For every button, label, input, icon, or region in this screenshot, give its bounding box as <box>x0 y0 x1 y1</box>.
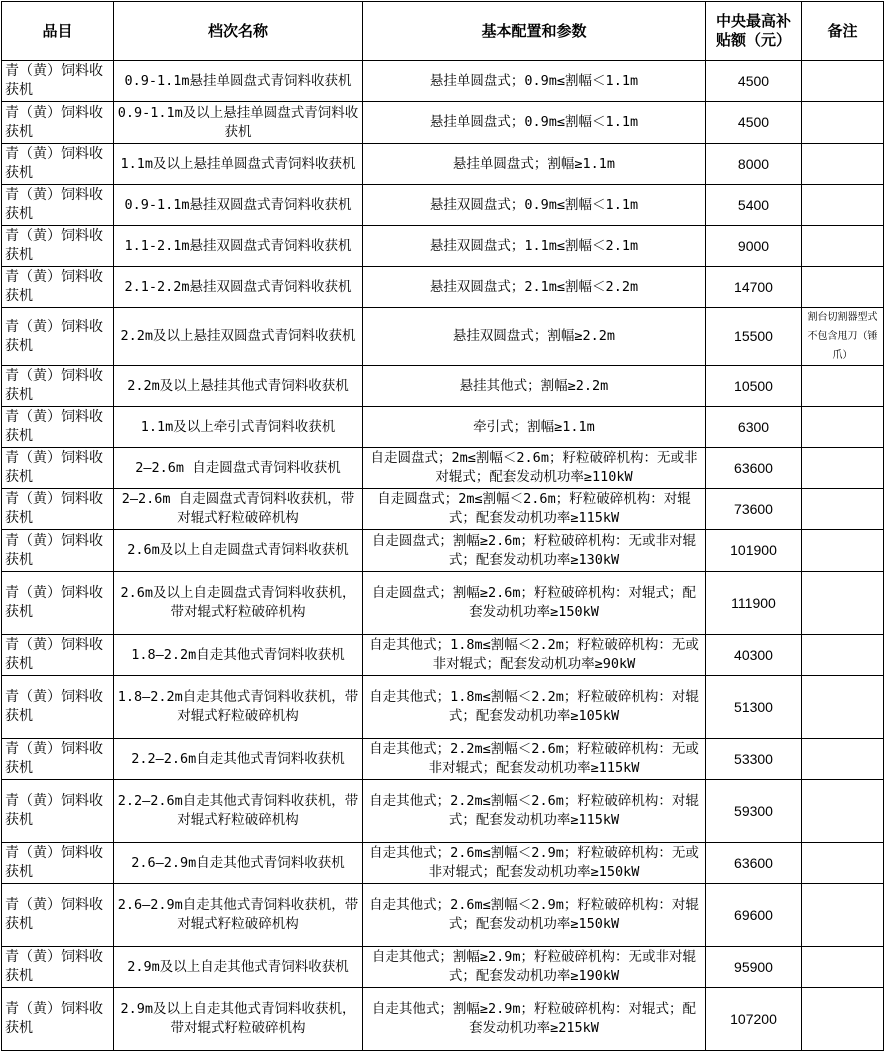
table-row <box>2 676 884 739</box>
cell-grade-name: 2.2—2.6m自走其他式青饲料收获机，带对辊式籽粒破碎机构 <box>114 780 363 843</box>
cell-subsidy: 107200 <box>706 988 802 1051</box>
table-row <box>2 572 884 635</box>
cell-config: 悬挂单圆盘式；0.9m≤割幅＜1.1m <box>363 102 706 144</box>
cell-category: 青（黄）饲料收获机 <box>2 780 114 843</box>
table-row <box>2 843 884 884</box>
cell-subsidy: 63600 <box>706 843 802 884</box>
table-row <box>2 61 884 102</box>
cell-category: 青（黄）饲料收获机 <box>2 366 114 407</box>
cell-remark <box>802 185 884 226</box>
cell-subsidy: 73600 <box>706 489 802 530</box>
table-row <box>2 308 884 366</box>
cell-subsidy: 5400 <box>706 185 802 226</box>
cell-remark <box>802 102 884 144</box>
cell-category: 青（黄）饲料收获机 <box>2 448 114 489</box>
cell-category: 青（黄）饲料收获机 <box>2 676 114 739</box>
cell-remark <box>802 947 884 988</box>
cell-config: 自走其他式；2.6m≤割幅＜2.9m；籽粒破碎机构：对辊式；配套发动机功率≥150kW <box>363 884 706 947</box>
table-row <box>2 780 884 843</box>
cell-config: 自走圆盘式；割幅≥2.6m；籽粒破碎机构：无或非对辊式；配套发动机功率≥130kW <box>363 530 706 572</box>
table-row <box>2 407 884 448</box>
header-config: 基本配置和参数 <box>363 2 706 61</box>
cell-remark <box>802 739 884 780</box>
cell-remark <box>802 843 884 884</box>
cell-remark <box>802 988 884 1051</box>
cell-subsidy: 8000 <box>706 144 802 185</box>
cell-config: 自走其他式；割幅≥2.9m；籽粒破碎机构：无或非对辊式；配套发动机功率≥190kW <box>363 947 706 988</box>
table-row <box>2 988 884 1051</box>
cell-config: 自走其他式；割幅≥2.9m；籽粒破碎机构：对辊式；配套发动机功率≥215kW <box>363 988 706 1051</box>
table-row <box>2 884 884 947</box>
cell-grade-name: 2.6—2.9m自走其他式青饲料收获机 <box>114 843 363 884</box>
cell-config: 自走其他式；2.6m≤割幅＜2.9m；籽粒破碎机构：无或非对辊式；配套发动机功率≥150kW <box>363 843 706 884</box>
table-row <box>2 489 884 530</box>
header-remark: 备注 <box>802 2 884 61</box>
table-row <box>2 226 884 267</box>
cell-subsidy: 95900 <box>706 947 802 988</box>
cell-subsidy: 59300 <box>706 780 802 843</box>
cell-config: 悬挂双圆盘式；割幅≥2.2m <box>363 308 706 366</box>
cell-config: 自走其他式；1.8m≤割幅＜2.2m；籽粒破碎机构：对辊式；配套发动机功率≥105kW <box>363 676 706 739</box>
cell-category: 青（黄）饲料收获机 <box>2 102 114 144</box>
cell-remark <box>802 635 884 676</box>
cell-category: 青（黄）饲料收获机 <box>2 226 114 267</box>
header-category: 品目 <box>2 2 114 61</box>
cell-grade-name: 1.8—2.2m自走其他式青饲料收获机 <box>114 635 363 676</box>
cell-remark <box>802 780 884 843</box>
cell-grade-name: 1.1m及以上悬挂单圆盘式青饲料收获机 <box>114 144 363 185</box>
cell-category: 青（黄）饲料收获机 <box>2 947 114 988</box>
cell-subsidy: 4500 <box>706 102 802 144</box>
cell-category: 青（黄）饲料收获机 <box>2 739 114 780</box>
cell-category: 青（黄）饲料收获机 <box>2 267 114 308</box>
cell-subsidy: 6300 <box>706 407 802 448</box>
cell-subsidy: 69600 <box>706 884 802 947</box>
cell-grade-name: 2—2.6m 自走圆盘式青饲料收获机，带对辊式籽粒破碎机构 <box>114 489 363 530</box>
cell-category: 青（黄）饲料收获机 <box>2 884 114 947</box>
cell-config: 牵引式；割幅≥1.1m <box>363 407 706 448</box>
cell-grade-name: 2—2.6m 自走圆盘式青饲料收获机 <box>114 448 363 489</box>
cell-config: 自走其他式；2.2m≤割幅＜2.6m；籽粒破碎机构：无或非对辊式；配套发动机功率≥115kW <box>363 739 706 780</box>
cell-grade-name: 2.9m及以上自走其他式青饲料收获机，带对辊式籽粒破碎机构 <box>114 988 363 1051</box>
cell-subsidy: 14700 <box>706 267 802 308</box>
cell-category: 青（黄）饲料收获机 <box>2 185 114 226</box>
cell-subsidy: 40300 <box>706 635 802 676</box>
table-row <box>2 102 884 144</box>
cell-config: 悬挂双圆盘式；0.9m≤割幅＜1.1m <box>363 185 706 226</box>
table-row <box>2 635 884 676</box>
table-row <box>2 448 884 489</box>
cell-subsidy: 53300 <box>706 739 802 780</box>
cell-config: 悬挂双圆盘式；1.1m≤割幅＜2.1m <box>363 226 706 267</box>
cell-grade-name: 0.9-1.1m及以上悬挂单圆盘式青饲料收获机 <box>114 102 363 144</box>
cell-category: 青（黄）饲料收获机 <box>2 489 114 530</box>
cell-grade-name: 2.2—2.6m自走其他式青饲料收获机 <box>114 739 363 780</box>
cell-config: 悬挂其他式；割幅≥2.2m <box>363 366 706 407</box>
cell-config: 自走圆盘式；2m≤割幅＜2.6m；籽粒破碎机构：无或非对辊式；配套发动机功率≥110kW <box>363 448 706 489</box>
cell-config: 自走圆盘式；割幅≥2.6m；籽粒破碎机构：对辊式；配套发动机功率≥150kW <box>363 572 706 635</box>
cell-config: 悬挂双圆盘式；2.1m≤割幅＜2.2m <box>363 267 706 308</box>
cell-remark <box>802 884 884 947</box>
cell-config: 悬挂单圆盘式；割幅≥1.1m <box>363 144 706 185</box>
cell-remark <box>802 530 884 572</box>
cell-category: 青（黄）饲料收获机 <box>2 530 114 572</box>
cell-config: 悬挂单圆盘式；0.9m≤割幅＜1.1m <box>363 61 706 102</box>
cell-grade-name: 2.6—2.9m自走其他式青饲料收获机，带对辊式籽粒破碎机构 <box>114 884 363 947</box>
cell-remark <box>802 572 884 635</box>
cell-remark-note: 割台切割器型式不包含甩刀（锤爪） <box>802 308 884 366</box>
cell-grade-name: 2.6m及以上自走圆盘式青饲料收获机 <box>114 530 363 572</box>
cell-config: 自走其他式；1.8m≤割幅＜2.2m；籽粒破碎机构：无或非对辊式；配套发动机功率≥90kW <box>363 635 706 676</box>
cell-grade-name: 2.6m及以上自走圆盘式青饲料收获机，带对辊式籽粒破碎机构 <box>114 572 363 635</box>
cell-category: 青（黄）饲料收获机 <box>2 572 114 635</box>
cell-grade-name: 0.9-1.1m悬挂双圆盘式青饲料收获机 <box>114 185 363 226</box>
cell-remark <box>802 489 884 530</box>
cell-subsidy: 4500 <box>706 61 802 102</box>
header-subsidy: 中央最高补贴额（元） <box>706 2 802 61</box>
cell-grade-name: 1.1-2.1m悬挂双圆盘式青饲料收获机 <box>114 226 363 267</box>
cell-remark <box>802 366 884 407</box>
cell-subsidy: 111900 <box>706 572 802 635</box>
cell-grade-name: 0.9-1.1m悬挂单圆盘式青饲料收获机 <box>114 61 363 102</box>
cell-config: 自走其他式；2.2m≤割幅＜2.6m；籽粒破碎机构：对辊式；配套发动机功率≥115kW <box>363 780 706 843</box>
cell-remark <box>802 448 884 489</box>
cell-subsidy: 63600 <box>706 448 802 489</box>
cell-remark <box>802 144 884 185</box>
cell-remark <box>802 676 884 739</box>
cell-subsidy: 10500 <box>706 366 802 407</box>
cell-category: 青（黄）饲料收获机 <box>2 635 114 676</box>
cell-remark <box>802 267 884 308</box>
cell-category: 青（黄）饲料收获机 <box>2 61 114 102</box>
cell-grade-name: 2.9m及以上自走其他式青饲料收获机 <box>114 947 363 988</box>
table-row <box>2 144 884 185</box>
cell-grade-name: 2.2m及以上悬挂其他式青饲料收获机 <box>114 366 363 407</box>
table-row <box>2 530 884 572</box>
subsidy-table <box>1 1 884 1051</box>
cell-category: 青（黄）饲料收获机 <box>2 144 114 185</box>
cell-category: 青（黄）饲料收获机 <box>2 308 114 366</box>
cell-grade-name: 2.2m及以上悬挂双圆盘式青饲料收获机 <box>114 308 363 366</box>
header-row <box>2 2 884 61</box>
cell-subsidy: 101900 <box>706 530 802 572</box>
cell-remark <box>802 61 884 102</box>
cell-config: 自走圆盘式；2m≤割幅＜2.6m；籽粒破碎机构：对辊式；配套发动机功率≥115kW <box>363 489 706 530</box>
cell-subsidy: 51300 <box>706 676 802 739</box>
cell-subsidy: 9000 <box>706 226 802 267</box>
cell-remark <box>802 226 884 267</box>
table-row <box>2 267 884 308</box>
cell-subsidy: 15500 <box>706 308 802 366</box>
table-row <box>2 366 884 407</box>
cell-grade-name: 1.8—2.2m自走其他式青饲料收获机，带对辊式籽粒破碎机构 <box>114 676 363 739</box>
cell-grade-name: 2.1-2.2m悬挂双圆盘式青饲料收获机 <box>114 267 363 308</box>
header-grade-name: 档次名称 <box>114 2 363 61</box>
table-row <box>2 185 884 226</box>
cell-category: 青（黄）饲料收获机 <box>2 843 114 884</box>
cell-category: 青（黄）饲料收获机 <box>2 988 114 1051</box>
cell-grade-name: 1.1m及以上牵引式青饲料收获机 <box>114 407 363 448</box>
cell-category: 青（黄）饲料收获机 <box>2 407 114 448</box>
table-row <box>2 947 884 988</box>
table-row <box>2 739 884 780</box>
cell-remark <box>802 407 884 448</box>
